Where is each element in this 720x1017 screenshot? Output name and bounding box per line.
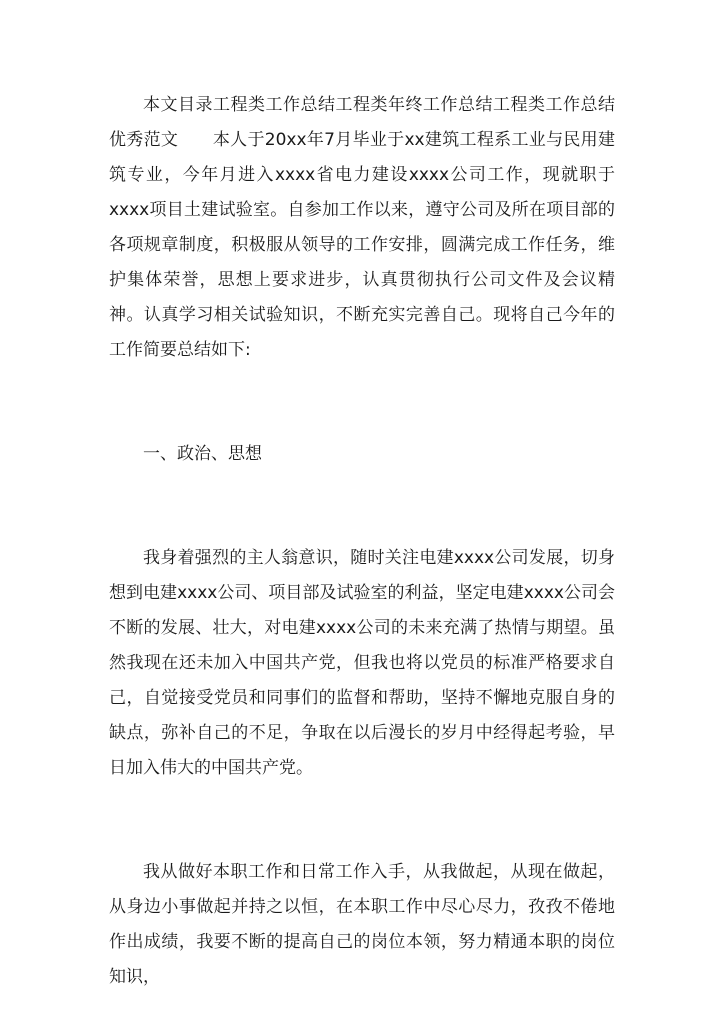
intro-paragraph: 本文目录工程类工作总结工程类年终工作总结工程类工作总结优秀范文 本人于20xx年7月毕业于xx建筑工程系工业与民用建筑专业，今年月进入xxxx省电力建设xxxx公司工作，现就职于xxxx项目土建试验室。自参加工作以来，遵守公司及所在项目部的各项规章制度，积极服从领导的工作安排，圆满完成工作任务，维护集体荣誉，思想上要求进步，认真贯彻执行公司文件及会议精神。认真学习相关试验知识，不断充实完善自己。现将自己今年的工作简要总结如下: [109, 95, 615, 360]
document-body [109, 88, 615, 995]
body-paragraph: 我从做好本职工作和日常工作入手，从我做起，从现在做起，从身边小事做起并持之以恒，在本职工作中尽心尽力，孜孜不倦地作出成绩，我要不断的提高自己的岗位本领，努力精通本职的岗位知识， [109, 862, 615, 987]
paragraph-spacer [109, 472, 615, 541]
section-heading: 一、政治、思想 [143, 444, 262, 464]
paragraph-spacer [109, 368, 615, 437]
body-paragraph: 我身着强烈的主人翁意识，随时关注电建xxxx公司发展，切身想到电建xxxx公司、项目部及试验室的利益，坚定电建xxxx公司会不断的发展、壮大，对电建xxxx公司的未来充满了热情与期望。虽然我现在还未加入中国共产党，但我也将以党员的标准严格要求自己，自觉接受党员和同事们的监督和帮助，坚持不懈地克服自身的缺点，弥补自己的不足，争取在以后漫长的岁月中经得起考验，早日加入伟大的中国共产党。 [109, 548, 615, 778]
paragraph-spacer [109, 786, 615, 855]
